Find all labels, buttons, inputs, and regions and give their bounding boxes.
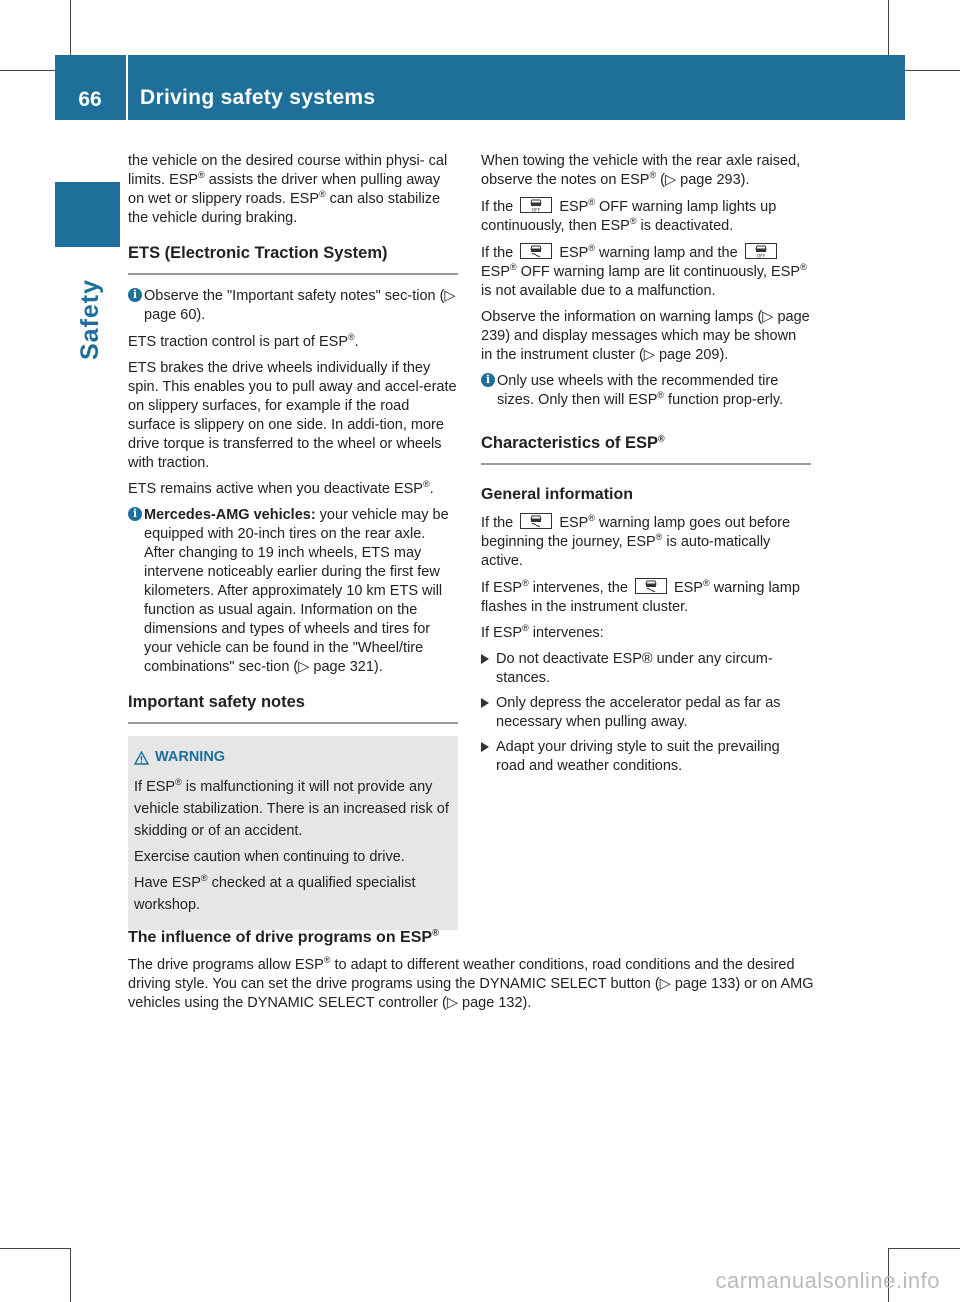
warning-text: Exercise caution when continuing to drive. <box>134 849 405 865</box>
step-arrow-icon <box>481 742 489 752</box>
warning-triangle-icon <box>134 751 149 765</box>
svg-text:OFF: OFF <box>531 208 541 212</box>
left-column <box>128 152 458 930</box>
info-note: i Mercedes-AMG vehicles: your vehicle may be equipped with 20-inch tires on the rear axle. After changing to 19 inch wheels, ETS may intervene noticeably earlier during the first few kilometers. After approximately 10 km ETS will function as usual again. Information on the dimensions and types of wheels and tires for your vehicle can be found in the "Wheel/tire combinations" sec-tion (▷ page 321). <box>128 506 458 677</box>
watermark: carmanualsonline.info <box>715 1268 940 1293</box>
characteristics-heading: Characteristics of ESP® <box>481 434 811 465</box>
esp-lamp-icon <box>635 578 667 594</box>
section-title: Driving safety systems <box>140 86 376 109</box>
svg-text:OFF: OFF <box>756 254 766 258</box>
ets-paragraph: ETS brakes the drive wheels individually if they spin. This enables you to pull away and accel-erate on slippery surfaces, for example if the road surface is slippery on one side. In addi-tion, more drive torque is transferred to the wheel or wheels with traction. <box>128 360 457 471</box>
warning-title: WARNING <box>134 748 452 767</box>
esp-lamp-icon <box>520 243 552 259</box>
side-tab <box>55 182 120 247</box>
instruction-step: Adapt your driving style to suit the prevailing road and weather conditions. <box>481 738 811 776</box>
crop-mark <box>0 1248 70 1249</box>
header-divider <box>126 55 128 120</box>
drive-programs-paragraph: The drive programs allow ESP® to adapt to different weather conditions, road conditions and the desired driving style. You can set the drive programs using the DYNAMIC SELECT button (▷ page 133) or on AMG vehicles using the DYNAMIC SELECT controller (▷ page 132). <box>128 955 814 1011</box>
side-label: Safety <box>76 278 104 360</box>
observe-paragraph: Observe the information on warning lamps (▷ page 239) and display messages which may be shown in the instrument cluster (▷ page 209). <box>481 309 810 363</box>
warning-text: Have ESP® checked at a qualified specialist workshop. <box>134 873 416 913</box>
towing-paragraph: When towing the vehicle with the rear axle raised, observe the notes on ESP® (▷ page 293). <box>481 153 801 188</box>
esp-off-paragraph: If the OFF ESP® OFF warning lamp lights up continuously, then ESP® is deactivated. <box>481 197 777 234</box>
ets-heading: ETS (Electronic Traction System) <box>128 244 458 275</box>
safety-heading: Important safety notes <box>128 693 458 724</box>
warning-box <box>128 736 458 930</box>
general-paragraph: If ESP® intervenes: <box>481 623 604 641</box>
drive-programs-heading: The influence of drive programs on ESP® <box>128 927 439 946</box>
esp-lamp-icon <box>520 513 552 529</box>
general-paragraph: If ESP® intervenes, the ESP® warning lamp flashes in the instrument cluster. <box>481 578 800 615</box>
warning-text: If ESP® is malfunctioning it will not provide any vehicle stabilization. There is an increased risk of skidding or of an accident. <box>134 777 449 839</box>
crop-mark <box>888 1248 960 1249</box>
crop-mark <box>70 1248 71 1302</box>
info-icon: i <box>128 288 142 302</box>
step-arrow-icon <box>481 698 489 708</box>
info-note: i Only use wheels with the recommended tire sizes. Only then will ESP® function prop-erly. <box>481 372 811 410</box>
drive-programs-section <box>128 928 828 1020</box>
info-note: i Observe the "Important safety notes" sec-tion (▷ page 60). <box>128 287 458 325</box>
page-number: 66 <box>78 88 102 111</box>
general-info-heading: General information <box>481 486 634 503</box>
intro-paragraph: the vehicle on the desired course within physi- cal limits. ESP® assists the driver when pulling away on wet or slippery roads. ESP® can also stabilize the vehicle during braking. <box>128 153 448 226</box>
general-paragraph: If the ESP® warning lamp goes out before beginning the journey, ESP® is auto-matically active. <box>481 513 791 569</box>
step-arrow-icon <box>481 654 489 664</box>
instruction-step: Do not deactivate ESP® under any circum-stances. <box>481 650 811 688</box>
esp-off-lamp-icon <box>745 243 777 259</box>
esp-malfunction-paragraph: If the ESP® warning lamp and the OFF ESP® OFF warning lamp are lit continuously, ESP® is not available due to a malfunction. <box>481 243 807 299</box>
esp-off-lamp-icon <box>520 197 552 213</box>
right-column <box>481 152 811 782</box>
instruction-step: Only depress the accelerator pedal as far as necessary when pulling away. <box>481 694 811 732</box>
info-icon: i <box>128 507 142 521</box>
ets-paragraph: ETS traction control is part of ESP®. <box>128 332 359 350</box>
ets-paragraph: ETS remains active when you deactivate ESP®. <box>128 479 434 497</box>
info-icon: i <box>481 373 495 387</box>
